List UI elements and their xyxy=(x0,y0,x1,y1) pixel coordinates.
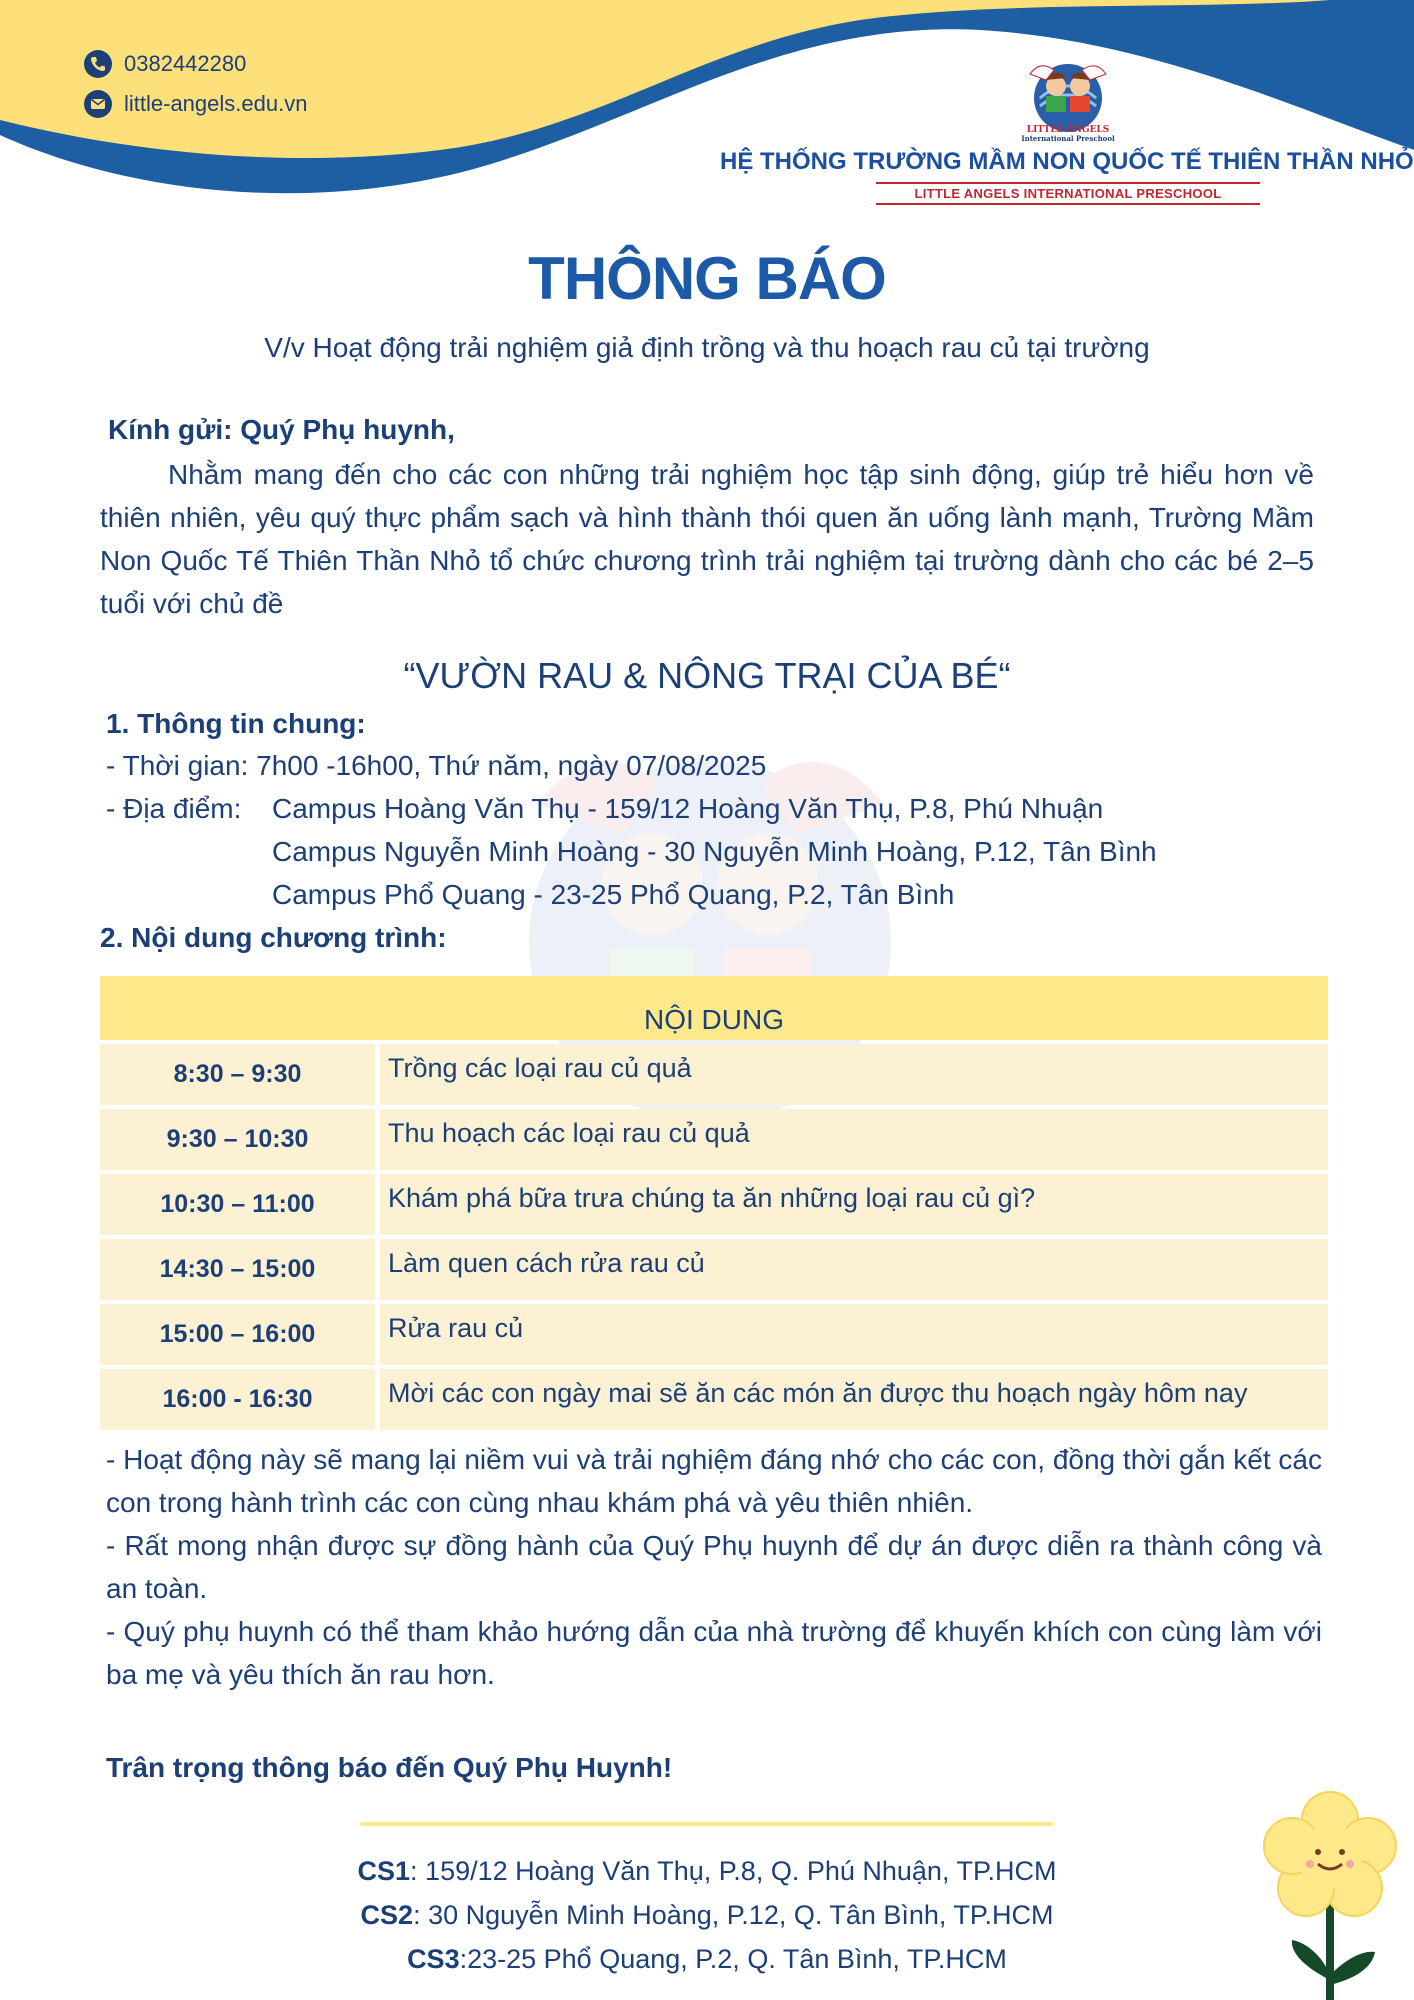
email-icon xyxy=(84,90,112,118)
schedule-activity: Làm quen cách rửa rau củ xyxy=(380,1239,1328,1300)
logo-subtext: International Preschool xyxy=(1021,134,1115,143)
table-header: NỘI DUNG xyxy=(100,976,1328,1040)
website-link[interactable]: little-angels.edu.vn xyxy=(124,91,308,116)
logo-text: LITTLE ANGELS xyxy=(1026,125,1110,135)
contact-website xyxy=(84,84,307,124)
schedule-activity: Mời các con ngày mai sẽ ăn các món ăn được thu hoạch ngày hôm nay xyxy=(380,1369,1328,1430)
schedule-activity: Rửa rau củ xyxy=(380,1304,1328,1365)
program-name: “VƯỜN RAU & NÔNG TRẠI CỦA BÉ“ xyxy=(403,655,1011,696)
page-subtitle: V/v Hoạt động trải nghiệm giả định trồng và thu hoạch rau củ tại trường xyxy=(264,332,1150,363)
event-time: - Thời gian: 7h00 -16h00, Thứ năm, ngày 07/08/2025 xyxy=(106,750,767,781)
school-logo xyxy=(1010,54,1126,144)
table-row xyxy=(100,1044,1328,1105)
school-name: HỆ THỐNG TRƯỜNG MẦM NON QUỐC TẾ THIÊN THẦN NHỎ xyxy=(720,148,1414,175)
contact-info xyxy=(84,44,307,124)
schedule-activity: Khám phá bữa trưa chúng ta ăn những loại rau củ gì? xyxy=(380,1174,1328,1235)
schedule-activity: Thu hoạch các loại rau củ quả xyxy=(380,1109,1328,1170)
note-item: - Quý phụ huynh có thể tham khảo hướng dẫn của nhà trường để khuyến khích con cùng làm với ba mẹ và yêu thích ăn rau hơn. xyxy=(106,1616,1322,1690)
note-item: - Hoạt động này sẽ mang lại niềm vui và trải nghiệm đáng nhớ cho các con, đồng thời gắn kết các con trong hành trình các con cùng nhau khám phá và yêu thiên nhiên. xyxy=(106,1444,1322,1518)
schedule-time: 10:30 – 11:00 xyxy=(100,1174,375,1235)
schedule-time: 14:30 – 15:00 xyxy=(100,1239,375,1300)
table-row xyxy=(100,1239,1328,1300)
phone-number: 0382442280 xyxy=(124,51,247,76)
footer-divider xyxy=(360,1822,1054,1826)
table-row xyxy=(100,1174,1328,1235)
section-general-info-heading: 1. Thông tin chung: xyxy=(106,708,366,739)
intro-paragraph: Nhằm mang đến cho các con những trải nghiệm học tập sinh động, giúp trẻ hiểu hơn về thiên nhiên, yêu quý thực phẩm sạch và hình thành thói quen ăn uống lành mạnh, Trường Mầm Non Quốc Tế Thiên Thần Nhỏ tổ chức chương trình trải nghiệm tại trường dành cho các bé 2–5 tuổi với chủ đề xyxy=(100,459,1314,619)
campus-item: Campus Nguyễn Minh Hoàng - 30 Nguyễn Minh Hoàng, P.12, Tân Bình xyxy=(272,836,1157,867)
campus-label: CS2 xyxy=(360,1900,414,1930)
contact-phone xyxy=(84,44,307,84)
notes-list xyxy=(106,1438,1322,1696)
campus-item: Campus Hoàng Văn Thụ - 159/12 Hoàng Văn Thụ, P.8, Phú Nhuận xyxy=(272,793,1104,824)
schedule-time: 8:30 – 9:30 xyxy=(100,1044,375,1105)
schedule-activity: Trồng các loại rau củ quả xyxy=(380,1044,1328,1105)
flower-decoration-icon xyxy=(1250,1780,1410,2000)
phone-icon xyxy=(84,50,112,78)
table-row xyxy=(100,1304,1328,1365)
schedule-time: 9:30 – 10:30 xyxy=(100,1109,375,1170)
location-label: - Địa điểm: xyxy=(106,793,242,824)
schedule-table xyxy=(100,976,1328,1430)
greeting: Kính gửi: Quý Phụ huynh, xyxy=(108,414,455,445)
campus-label: CS3 xyxy=(407,1944,460,1974)
campus-label: CS1 xyxy=(357,1856,411,1886)
footer-campus-2 xyxy=(0,1900,1414,1931)
table-row xyxy=(100,1109,1328,1170)
table-row xyxy=(100,1369,1328,1430)
campus-item: Campus Phổ Quang - 23-25 Phổ Quang, P.2, Tân Bình xyxy=(272,879,955,910)
section-program-heading: 2. Nội dung chương trình: xyxy=(100,922,447,953)
schedule-time: 16:00 - 16:30 xyxy=(100,1369,375,1430)
closing-line: Trân trọng thông báo đến Quý Phụ Huynh! xyxy=(106,1752,673,1783)
note-item: - Rất mong nhận được sự đồng hành của Quý Phụ huynh để dự án được diễn ra thành công và an toàn. xyxy=(106,1530,1322,1604)
schedule-time: 15:00 – 16:00 xyxy=(100,1304,375,1365)
footer-campus-3 xyxy=(0,1944,1414,1975)
footer-campus-1 xyxy=(0,1856,1414,1887)
campus-address: :23-25 Phổ Quang, P.2, Q. Tân Bình, TP.HCM xyxy=(459,1944,1007,1974)
campus-address: : 30 Nguyễn Minh Hoàng, P.12, Q. Tân Bình, TP.HCM xyxy=(413,1900,1054,1930)
school-name-en: LITTLE ANGELS INTERNATIONAL PRESCHOOL xyxy=(876,182,1260,205)
page-title: THÔNG BÁO xyxy=(528,245,886,312)
campus-address: : 159/12 Hoàng Văn Thụ, P.8, Q. Phú Nhuận, TP.HCM xyxy=(410,1856,1057,1886)
